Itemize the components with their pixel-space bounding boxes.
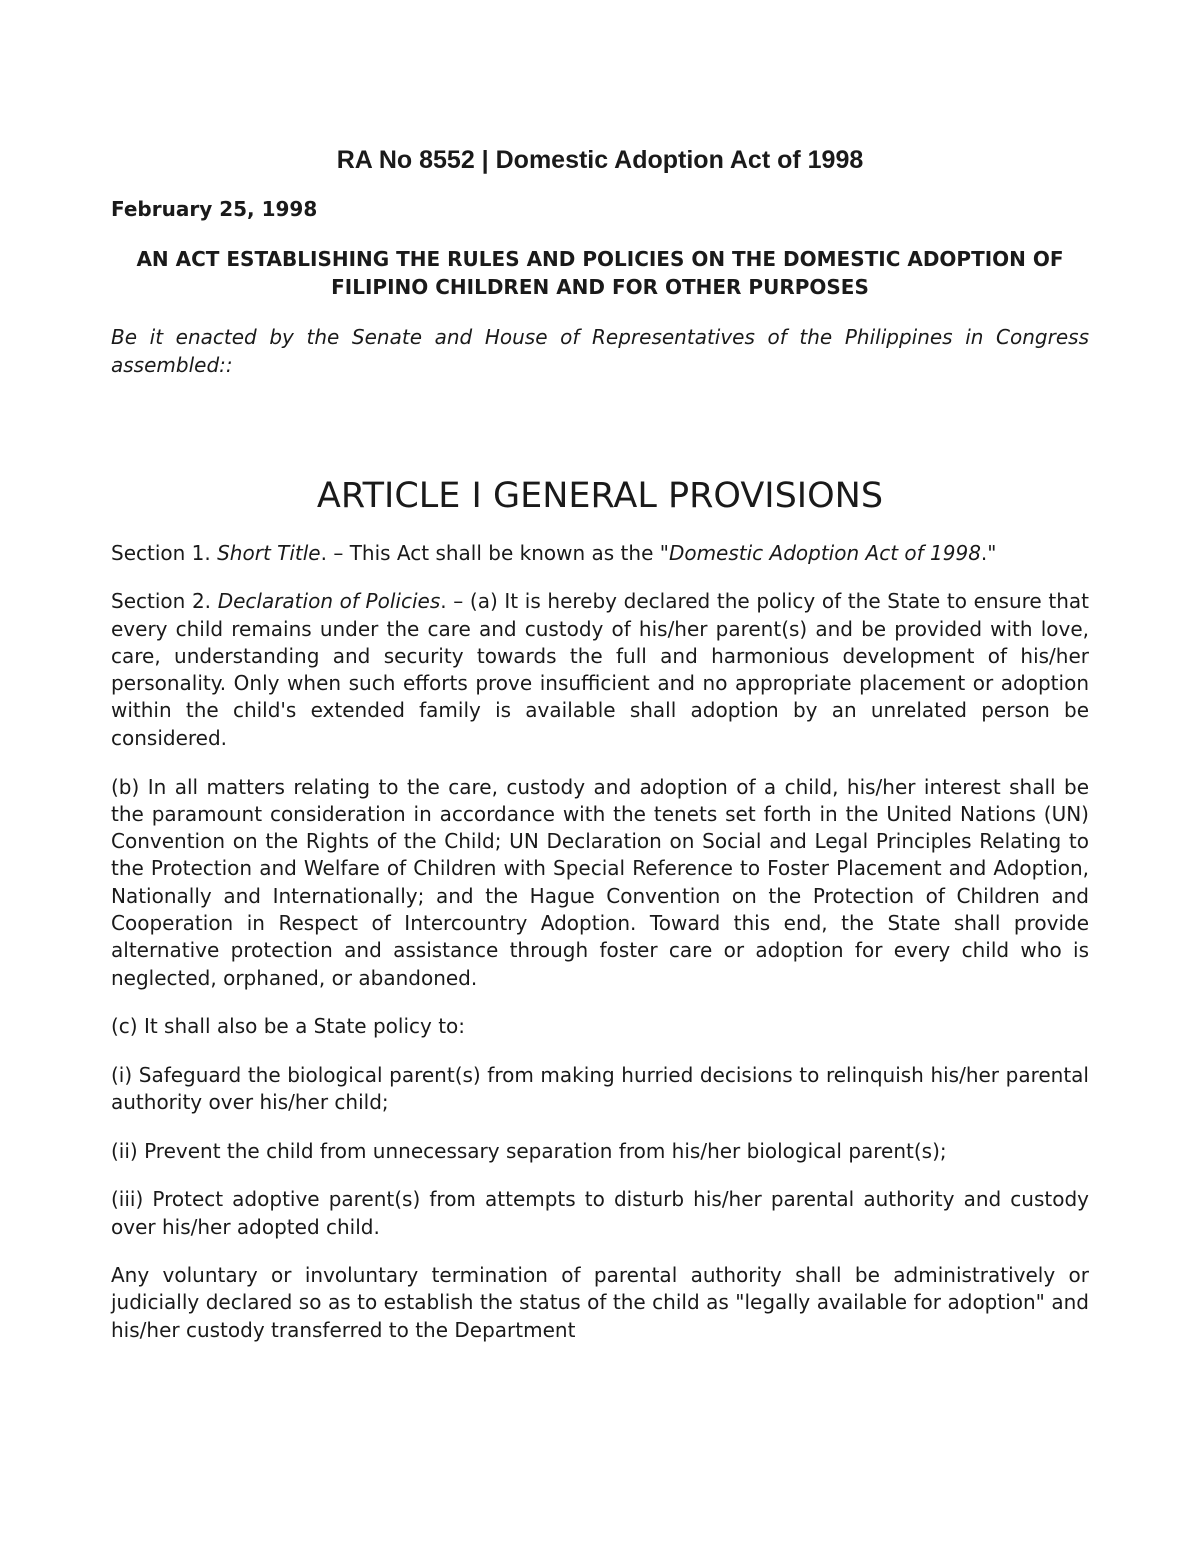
policy-item-ii: (ii) Prevent the child from unnecessary separation from his/her biological parent(s); [111,1138,947,1163]
section-2c-paragraph: (c) It shall also be a State policy to: [111,1014,466,1039]
article-heading: ARTICLE I GENERAL PROVISIONS [316,476,884,516]
termination-paragraph: Any voluntary or involuntary termination of parental authority shall be administratively or judicially declared so as to establish the status of the child as "legally available for adoption" and his/her custody transferred to the Department [111,1262,1089,1342]
section-2-prefix: Section 2. [111,589,218,614]
section-1-act-name: Domestic Adoption Act of 1998 [668,541,981,565]
section-2-title: Declaration of Policies [217,589,441,614]
section-1-paragraph [111,540,1089,567]
section-2a-text: . – (a) It is hereby declared the policy of the State to ensure that every child remains under the care and custody of his/her parent(s) and be provided with love, care, understanding and security towards the full and harmonious development of his/her personality. Only when such efforts prove insufficient and no appropriate placement or adoption within the child's extended family is available shall adoption by an unrelated person be considered. [111,589,1089,750]
document-title: RA No 8552 | Domestic Adoption Act of 1998 [336,146,864,174]
enacting-clause: Be it enacted by the Senate and House of Representatives of the Philippines in Congress assembled:: [111,325,1089,377]
document-date: February 25, 1998 [111,197,318,221]
section-2a-paragraph [111,588,1089,752]
article-body [111,540,1089,1365]
section-1-text: . – This Act shall be known as the " [320,541,669,565]
policy-item-iii: (iii) Protect adoptive parent(s) from attempts to disturb his/her parental authority and custody over his/her adopted child. [111,1187,1089,1239]
section-2b-paragraph: (b) In all matters relating to the care, custody and adoption of a child, his/her interest shall be the paramount consideration in accordance with the tenets set forth in the United Nations (UN) Convention on the Rights of the Child; UN Declaration on Social and Legal Principles Relating to the Protection and Welfare of Children with Special Reference to Foster Placement and Adoption, Nationally and Internationally; and the Hague Convention on the Protection of Children and Cooperation in Respect of Intercountry Adoption. Toward this end, the State shall provide alternative protection and assistance through foster care or adoption for every child who is neglected, orphaned, or abandoned. [111,774,1089,990]
section-1-prefix: Section 1. [111,541,218,565]
act-title: AN ACT ESTABLISHING THE RULES AND POLICIES ON THE DOMESTIC ADOPTION OF FILIPINO CHILDREN AND FOR OTHER PURPOSES [136,247,1064,299]
section-1-end: ." [980,541,997,565]
policy-item-i: (i) Safeguard the biological parent(s) from making hurried decisions to relinquish his/her parental authority over his/her child; [111,1062,1089,1115]
section-1-title: Short Title [217,541,321,565]
